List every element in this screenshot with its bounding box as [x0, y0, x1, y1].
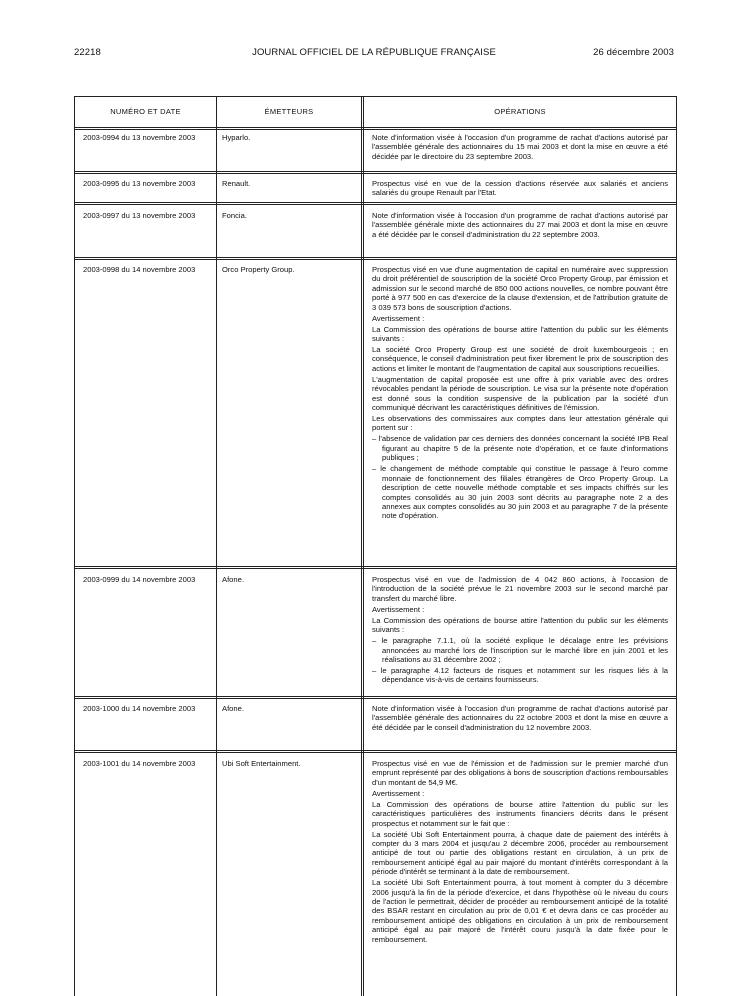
row-numero: 2003-0999 du 14 novembre 2003 [83, 575, 196, 584]
journal-title: JOURNAL OFFICIEL DE LA RÉPUBLIQUE FRANÇAISE [252, 47, 496, 58]
operation-paragraph: La Commission des opérations de bourse attire l'attention du public sur les caractéristiques particulières des instruments financiers décrits dans le présent prospectus et notamment sur le fait que : [372, 799, 668, 828]
operation-bullet: – le paragraphe 7.1.1, où la société explique le décalage entre les prévisions annoncées au marché lors de l'inscription sur le marché libre en juin 2001 et les réalisations au 31 décembre 2002 ; [372, 636, 668, 665]
row-operations [372, 704, 668, 734]
row-emetteur: Orco Property Group. [222, 265, 295, 274]
operation-paragraph: Avertissement : [372, 313, 425, 323]
column-divider [216, 97, 217, 996]
operation-paragraph: Note d'information visée à l'occasion d'un programme de rachat d'actions autorisé par l'assemblée générale des actionnaires du 22 octobre 2003 et dont la mise en œuvre a été décidée par le conseil d'administration du 12 novembre 2003. [372, 704, 668, 732]
operation-paragraph: Avertissement : [372, 788, 425, 798]
operation-paragraph: Prospectus visé en vue de la cession d'actions réservée aux salariés et anciens salariés du groupe Renault par l'Etat. [372, 179, 668, 198]
issue-date: 26 décembre 2003 [593, 47, 674, 58]
operation-bullet: – le changement de méthode comptable qui constitue le passage à l'euro comme monnaie de fonctionnement des filiales étrangères de Orco Property Group. La description de cette nouvelle méthode comptable et ses impacts chiffrés sur les comptes consolidés au 30 juin 2003 sont décrits au paragraphe note 2 a des annexes aux comptes consolidés au 30 juin 2003 et au paragraphe 7 de la présente note d'opération. [372, 464, 668, 521]
operation-paragraph: Avertissement : [372, 604, 425, 614]
row-divider [75, 257, 676, 258]
row-emetteur: Foncia. [222, 211, 247, 220]
operation-paragraph: L'augmentation de capital proposée est une offre à prix variable avec des ordres révocables pendant la période de souscription. Le visa sur la présente note d'opération est donné sous la condition suspensive de la publication par la société d'un communiqué décrivant les caractéristiques définitives de l'émission. [372, 374, 668, 413]
operation-paragraph: La société Ubi Soft Entertainment pourra, à tout moment à compter du 3 décembre 2006 jusqu'à la fin de la période d'exercice, et dans l'hypothèse où le niveau du cours de l'action le permettrait, décider de procéder au remboursement anticipé de la totalité des BSAR restant en circulation au prix de 0,01 € et devra dans ce cas procéder au remboursement anticipé des obligations en circulation à un prix de remboursement anticipé égal au pair majoré de l'intérêt couru jusqu'à la date fixée pour le remboursement. [372, 878, 668, 944]
column-header-numero: NUMÉRO ET DATE [110, 107, 181, 116]
operation-paragraph: Prospectus visé en vue de l'émission et de l'admission sur le premier marché d'un emprunt représenté par des obligations à bons de souscription d'actions remboursables d'un montant de 54,9 M€. [372, 759, 668, 787]
row-emetteur: Afone. [222, 704, 244, 713]
row-numero: 2003-1001 du 14 novembre 2003 [83, 759, 196, 768]
row-numero: 2003-0997 du 13 novembre 2003 [83, 211, 196, 220]
page-number: 22218 [74, 47, 101, 58]
row-numero: 2003-1000 du 14 novembre 2003 [83, 704, 196, 713]
column-header-operations: OPÉRATIONS [494, 107, 546, 116]
operation-paragraph: Les observations des commissaires aux comptes dans leur attestation générale qui portent sur : [372, 414, 668, 433]
operation-paragraph: Note d'information visée à l'occasion d'un programme de rachat d'actions autorisé par l'assemblée générale mixte des actionnaires du 27 mai 2003 et dont la mise en œuvre a été décidée par le conseil d'administration du 22 septembre 2003. [372, 211, 668, 239]
page-header [74, 47, 674, 61]
row-operations [372, 211, 668, 241]
row-emetteur: Afone. [222, 575, 244, 584]
operation-paragraph: La Commission des opérations de bourse attire l'attention du public sur les éléments suivants : [372, 324, 668, 344]
row-divider [75, 566, 676, 567]
operation-paragraph: La société Ubi Soft Entertainment pourra, à chaque date de paiement des intérêts à compter du 3 mars 2004 et jusqu'au 2 décembre 2006, procéder au remboursement anticipé de tout ou partie des obligations restant en circulation, à un prix de remboursement anticipé égal au pair majoré du montant d'intérêts correspondant à la période d'intérêt se terminant à la date de remboursement. [372, 829, 668, 877]
row-numero: 2003-0995 du 13 novembre 2003 [83, 179, 196, 188]
operations-table [74, 96, 677, 996]
row-operations [372, 265, 668, 522]
row-numero: 2003-0998 du 14 novembre 2003 [83, 265, 196, 274]
column-divider [361, 97, 362, 996]
header-divider [75, 127, 676, 128]
row-divider [75, 171, 676, 172]
row-divider [75, 696, 676, 697]
operation-paragraph: La société Orco Property Group est une société de droit luxembourgeois ; en conséquence, le conseil d'administration peut fixer librement le prix de souscription des actions et limiter le montant de l'augmentation de capital aux souscriptions recueillies. [372, 345, 668, 373]
operation-paragraph: Note d'information visée à l'occasion d'un programme de rachat d'actions autorisé par l'assemblée générale des actionnaires du 15 mai 2003 et dont la mise en œuvre a été décidée par le directoire du 23 septembre 2003. [372, 133, 668, 161]
row-operations [372, 575, 668, 686]
column-header-emetteurs: ÉMETTEURS [264, 107, 314, 116]
row-emetteur: Ubi Soft Entertainment. [222, 759, 301, 768]
row-operations [372, 179, 668, 199]
operation-paragraph: Prospectus visé en vue d'une augmentation de capital en numéraire avec suppression du droit préférentiel de souscription de la société Orco Property Group, par émission et admission sur le second marché de 850 000 actions nouvelles, ce nombre pouvant être porté à 977 500 en cas d'exercice de la clause d'extension, et de l'attribution gratuite de 3 039 573 bons de souscription d'actions. [372, 265, 668, 312]
row-operations [372, 133, 668, 163]
row-operations [372, 759, 668, 946]
operation-bullet: – le paragraphe 4.12 facteurs de risques et notamment sur les risques liés à la dépendance vis-à-vis de certains fournisseurs. [372, 666, 668, 685]
row-emetteur: Hyparlo. [222, 133, 251, 142]
row-divider [75, 750, 676, 751]
operation-paragraph: La Commission des opérations de bourse attire l'attention du public sur les éléments suivants : [372, 615, 668, 635]
operation-paragraph: Prospectus visé en vue de l'admission de 4 042 860 actions, à l'occasion de l'introduction de la société prévue le 21 novembre 2003 sur le second marché par transfert du marché libre. [372, 575, 668, 603]
row-divider [75, 202, 676, 203]
row-numero: 2003-0994 du 13 novembre 2003 [83, 133, 196, 142]
row-emetteur: Renault. [222, 179, 251, 188]
operation-bullet: – l'absence de validation par ces derniers des données concernant la société IPB Real figurant au chapitre 5 de la présente note d'opération, et ce faute d'informations publiques ; [372, 434, 668, 463]
